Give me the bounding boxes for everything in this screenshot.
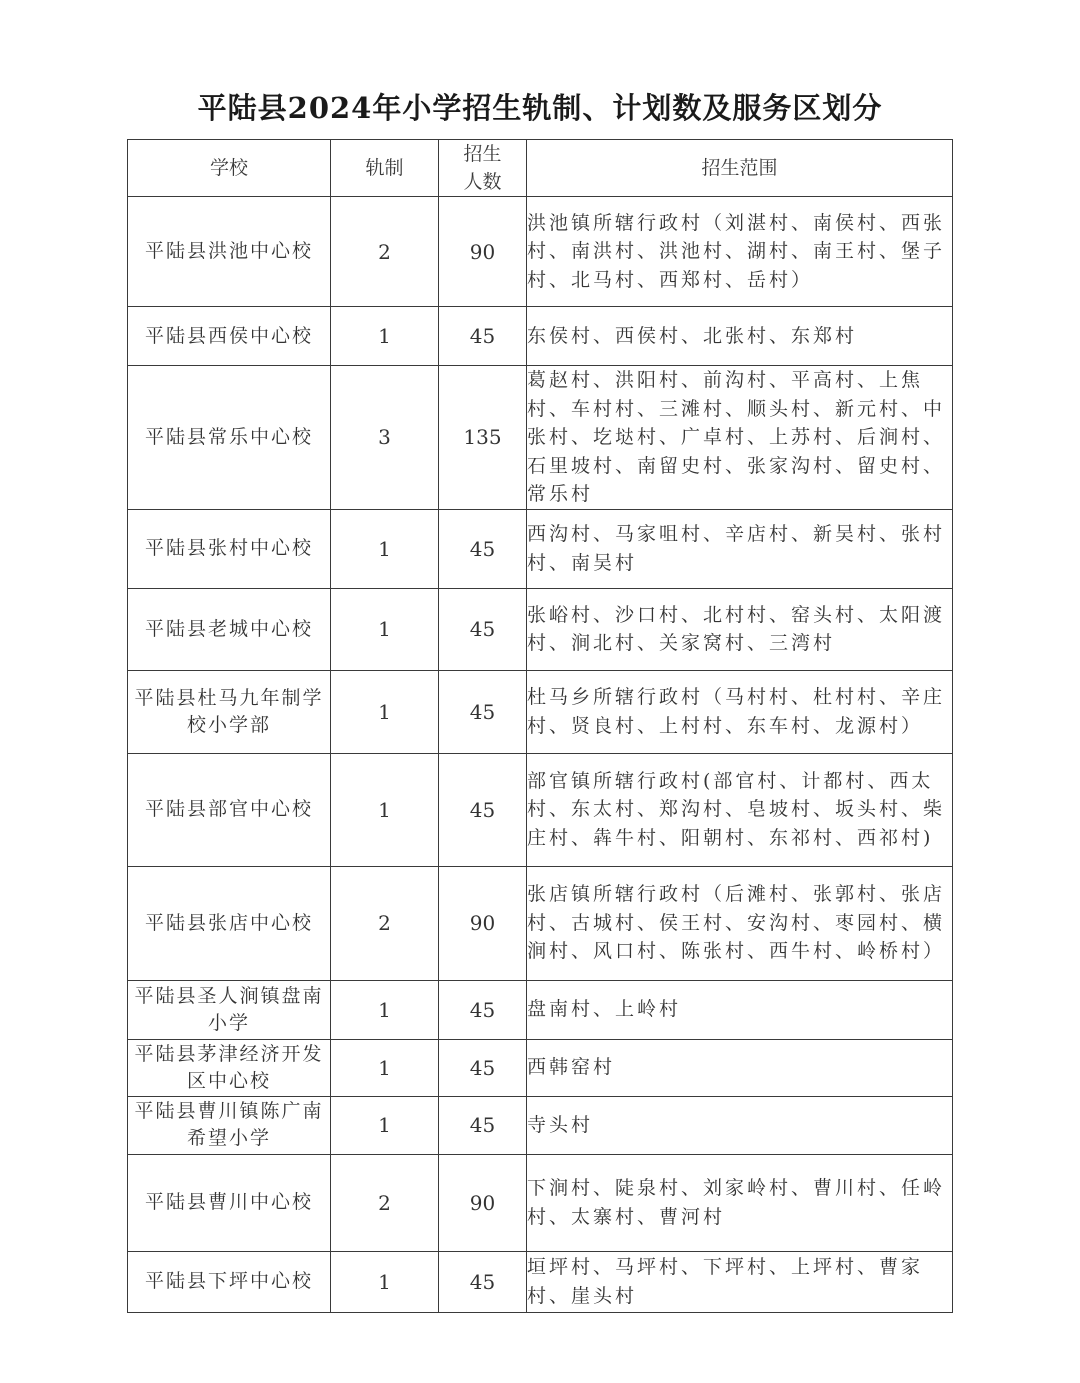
table-row (128, 980, 953, 1039)
school-name: 平陆县洪池中心校 (128, 197, 331, 307)
scope-text: 洪池镇所辖行政村（刘湛村、南侯村、西张村、南洪村、洪池村、湖村、南王村、堡子村、北马村、西郑村、岳村） (527, 197, 953, 307)
school-name: 平陆县张店中心校 (128, 866, 331, 980)
tracks-value: 1 (331, 307, 439, 366)
scope-text: 盘南村、上岭村 (527, 980, 953, 1039)
table-row (128, 753, 953, 866)
table-row (128, 307, 953, 366)
header-enroll (439, 140, 527, 197)
enroll-value: 45 (439, 670, 527, 753)
enroll-value: 135 (439, 366, 527, 510)
school-name: 平陆县圣人涧镇盘南小学 (128, 980, 331, 1039)
school-name: 平陆县下坪中心校 (128, 1251, 331, 1312)
scope-text: 葛赵村、洪阳村、前沟村、平高村、上焦村、车村村、三滩村、顺头村、新元村、中张村、圪垯村、广卓村、上苏村、后涧村、石里坡村、南留史村、张家沟村、留史村、常乐村 (527, 366, 953, 510)
tracks-value: 2 (331, 197, 439, 307)
tracks-value: 1 (331, 1251, 439, 1312)
school-name: 平陆县茅津经济开发区中心校 (128, 1039, 331, 1096)
scope-text: 张峪村、沙口村、北村村、窑头村、太阳渡村、涧北村、关家窝村、三湾村 (527, 588, 953, 670)
header-tracks: 轨制 (331, 140, 439, 197)
enroll-value: 45 (439, 1251, 527, 1312)
tracks-value: 1 (331, 670, 439, 753)
table-row (128, 1154, 953, 1251)
tracks-value: 2 (331, 866, 439, 980)
scope-text: 杜马乡所辖行政村（马村村、杜村村、辛庄村、贤良村、上村村、东车村、龙源村） (527, 670, 953, 753)
tracks-value: 1 (331, 1096, 439, 1154)
page-title: 平陆县2024年小学招生轨制、计划数及服务区划分 (197, 91, 883, 125)
header-enroll-line2: 人数 (463, 171, 502, 193)
enroll-value: 45 (439, 509, 527, 588)
enroll-value: 90 (439, 197, 527, 307)
scope-text: 垣坪村、马坪村、下坪村、上坪村、曹家村、崖头村 (527, 1251, 953, 1312)
school-name: 平陆县曹川中心校 (128, 1154, 331, 1251)
school-name: 平陆县张村中心校 (128, 509, 331, 588)
enroll-value: 90 (439, 866, 527, 980)
school-name: 平陆县常乐中心校 (128, 366, 331, 510)
header-scope: 招生范围 (527, 140, 953, 197)
scope-text: 下涧村、陡泉村、刘家岭村、曹川村、任岭村、太寨村、曹河村 (527, 1154, 953, 1251)
table-row (128, 1251, 953, 1312)
enroll-value: 45 (439, 1096, 527, 1154)
scope-text: 张店镇所辖行政村（后滩村、张郭村、张店村、古城村、侯王村、安沟村、枣园村、横涧村、风口村、陈张村、西牛村、岭桥村） (527, 866, 953, 980)
enroll-value: 90 (439, 1154, 527, 1251)
tracks-value: 1 (331, 980, 439, 1039)
school-name: 平陆县曹川镇陈广南希望小学 (128, 1096, 331, 1154)
enroll-value: 45 (439, 753, 527, 866)
table-row (128, 588, 953, 670)
table-row (128, 197, 953, 307)
school-name: 平陆县老城中心校 (128, 588, 331, 670)
tracks-value: 3 (331, 366, 439, 510)
header-enroll-line1: 招生 (463, 143, 502, 165)
enroll-value: 45 (439, 307, 527, 366)
scope-text: 寺头村 (527, 1096, 953, 1154)
enroll-value: 45 (439, 1039, 527, 1096)
table-row (128, 1096, 953, 1154)
school-name: 平陆县西侯中心校 (128, 307, 331, 366)
enroll-value: 45 (439, 588, 527, 670)
tracks-value: 1 (331, 509, 439, 588)
enroll-value: 45 (439, 980, 527, 1039)
tracks-value: 1 (331, 1039, 439, 1096)
tracks-value: 1 (331, 588, 439, 670)
tracks-value: 1 (331, 753, 439, 866)
school-name: 平陆县杜马九年制学校小学部 (128, 670, 331, 753)
table-row (128, 509, 953, 588)
school-name: 平陆县部官中心校 (128, 753, 331, 866)
scope-text: 部官镇所辖行政村(部官村、计都村、西太村、东太村、郑沟村、皂坡村、坂头村、柴庄村、犇牛村、阳朝村、东祁村、西祁村) (527, 753, 953, 866)
scope-text: 西沟村、马家咀村、辛店村、新吴村、张村村、南吴村 (527, 509, 953, 588)
table-row (128, 866, 953, 980)
table-row (128, 366, 953, 510)
table-row (128, 1039, 953, 1096)
scope-text: 东侯村、西侯村、北张村、东郑村 (527, 307, 953, 366)
header-school: 学校 (128, 140, 331, 197)
scope-text: 西韩窑村 (527, 1039, 953, 1096)
table-row (128, 670, 953, 753)
tracks-value: 2 (331, 1154, 439, 1251)
enrollment-table (127, 139, 953, 1313)
table-header-row (128, 140, 953, 197)
